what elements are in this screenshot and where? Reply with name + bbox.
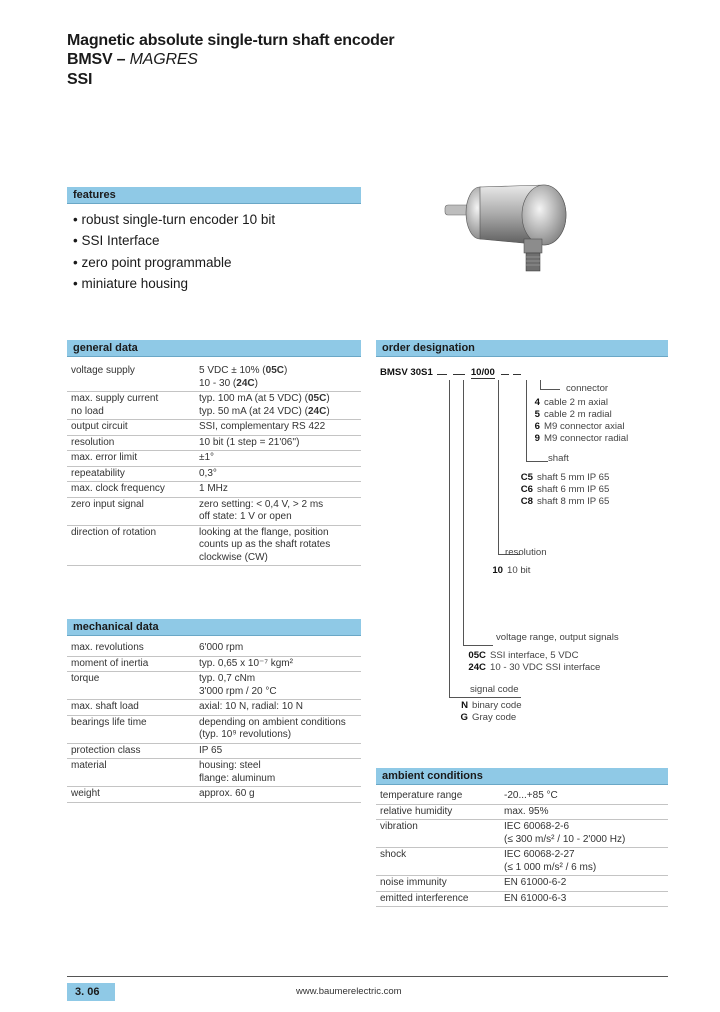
option-code: 10: [492, 565, 503, 576]
option-code: C5: [520, 472, 533, 483]
row-value: 6'000 rpm: [195, 641, 361, 656]
row-label: output circuit: [67, 420, 195, 436]
row-label: max. revolutions: [67, 641, 195, 656]
option-code: N: [461, 700, 468, 711]
signal-label: signal code: [470, 684, 519, 695]
option-code: 6: [534, 421, 540, 432]
feature-item: • zero point programmable: [73, 254, 232, 270]
table-row: [67, 787, 361, 803]
option-description: 10 bit: [507, 565, 531, 576]
option-code: C6: [520, 484, 533, 495]
option-row: [515, 472, 609, 484]
row-value: typ. 0,65 x 10⁻⁷ kgm²: [195, 656, 361, 672]
option-code: C8: [520, 496, 533, 507]
row-label: weight: [67, 787, 195, 803]
resolution-label: resolution: [505, 547, 547, 558]
feature-item: • robust single-turn encoder 10 bit: [73, 212, 276, 227]
title-line2: BMSV – MAGRES: [67, 51, 198, 68]
row-value: 10 bit (1 step = 21'06''): [195, 435, 361, 451]
option-description: shaft 6 mm IP 65: [537, 484, 610, 495]
shaft-label: shaft: [548, 453, 569, 464]
table-row: [67, 743, 361, 759]
table-row: [67, 656, 361, 672]
table-row: [376, 876, 668, 892]
ambient-conditions-heading: ambient conditions: [376, 768, 668, 785]
voltage-options: [468, 650, 600, 674]
table-row: [67, 466, 361, 482]
option-row: [450, 700, 522, 712]
row-label: resolution: [67, 435, 195, 451]
option-code: 4: [534, 397, 540, 408]
option-row: [468, 650, 600, 662]
connector-label: connector: [566, 383, 609, 394]
table-row: [376, 820, 668, 848]
page-number: 3. 06: [67, 983, 115, 1001]
table-row: [376, 848, 668, 876]
row-label: shock: [376, 848, 500, 876]
row-label: voltage supply: [67, 364, 195, 392]
row-value: 0,3°: [195, 466, 361, 482]
row-value: -20...+85 °C: [500, 789, 668, 804]
row-value: SSI, complementary RS 422: [195, 420, 361, 436]
row-label: vibration: [376, 820, 500, 848]
option-description: 10 - 30 VDC SSI interface: [490, 662, 601, 673]
general-data-table: [67, 364, 361, 566]
order-designation-heading: order designation: [376, 340, 668, 357]
shaft-options: [515, 472, 609, 508]
mechanical-data-heading: mechanical data: [67, 619, 361, 636]
option-row: [468, 662, 600, 674]
table-row: [67, 700, 361, 716]
row-value: max. 95%: [500, 804, 668, 820]
table-row: [376, 789, 668, 804]
connector-options: [522, 397, 628, 445]
table-row: [67, 435, 361, 451]
table-row: [67, 420, 361, 436]
option-description: shaft 5 mm IP 65: [537, 472, 610, 483]
row-value: axial: 10 N, radial: 10 N: [195, 700, 361, 716]
row-value: typ. 0,7 cNm 3'000 rpm / 20 °C: [195, 672, 361, 700]
option-description: cable 2 m axial: [544, 397, 608, 408]
option-code: 5: [534, 409, 540, 420]
row-label: material: [67, 759, 195, 787]
row-label: torque: [67, 672, 195, 700]
option-row: [485, 565, 530, 577]
row-label: protection class: [67, 743, 195, 759]
ambient-conditions-table: [376, 789, 668, 907]
table-row: [67, 482, 361, 498]
row-value: housing: steel flange: aluminum: [195, 759, 361, 787]
option-row: [522, 397, 628, 409]
row-label: temperature range: [376, 789, 500, 804]
row-label: direction of rotation: [67, 525, 195, 566]
row-value: EN 61000-6-3: [500, 891, 668, 907]
option-description: Gray code: [472, 712, 517, 723]
table-row: [67, 759, 361, 787]
row-label: max. shaft load: [67, 700, 195, 716]
table-row: [67, 497, 361, 525]
option-description: binary code: [472, 700, 522, 711]
row-value: 5 VDC ± 10% (05C) 10 - 30 (24C): [195, 364, 361, 392]
order-code: BMSV 30S1 10/00: [380, 367, 521, 379]
encoder-product-image: [440, 175, 580, 285]
option-description: M9 connector radial: [544, 433, 629, 444]
row-value: typ. 100 mA (at 5 VDC) (05C) typ. 50 mA (at 24 VDC) (24C): [195, 392, 361, 420]
row-label: max. supply current no load: [67, 392, 195, 420]
option-description: SSI interface, 5 VDC: [490, 650, 579, 661]
row-value: looking at the flange, position counts up as the shaft rotates clockwise (CW): [195, 525, 361, 566]
option-code: 9: [534, 433, 540, 444]
row-value: 1 MHz: [195, 482, 361, 498]
row-label: max. error limit: [67, 451, 195, 467]
row-value: IEC 60068-2-27 (≤ 1 000 m/s² / 6 ms): [500, 848, 668, 876]
option-description: shaft 8 mm IP 65: [537, 496, 610, 507]
row-label: emitted interference: [376, 891, 500, 907]
features-heading: features: [67, 187, 361, 204]
table-row: [67, 641, 361, 656]
feature-item: • SSI Interface: [73, 233, 160, 249]
row-value: ±1°: [195, 451, 361, 467]
option-description: cable 2 m radial: [544, 409, 612, 420]
row-value: EN 61000-6-2: [500, 876, 668, 892]
option-row: [522, 433, 628, 445]
table-row: [376, 891, 668, 907]
row-label: moment of inertia: [67, 656, 195, 672]
signal-options: [450, 700, 522, 724]
table-row: [67, 672, 361, 700]
table-row: [376, 804, 668, 820]
row-value: zero setting: < 0,4 V, > 2 ms off state: 1 V or open: [195, 497, 361, 525]
features-list: [73, 209, 275, 294]
option-code: 05C: [468, 650, 486, 661]
row-value: IEC 60068-2-6 (≤ 300 m/s² / 10 - 2'000 Hz): [500, 820, 668, 848]
option-row: [515, 496, 609, 508]
table-row: [67, 364, 361, 392]
option-row: [515, 484, 609, 496]
footer-rule: [67, 976, 668, 977]
row-label: max. clock frequency: [67, 482, 195, 498]
voltage-label: voltage range, output signals: [496, 632, 619, 643]
row-label: bearings life time: [67, 715, 195, 743]
option-row: [450, 712, 522, 724]
table-row: [67, 715, 361, 743]
row-label: repeatability: [67, 466, 195, 482]
option-row: [522, 409, 628, 421]
title-line3: SSI: [67, 71, 93, 88]
title-line1: Magnetic absolute single-turn shaft encoder: [67, 32, 395, 49]
feature-item: • miniature housing: [73, 275, 189, 291]
table-row: [67, 392, 361, 420]
row-value: depending on ambient conditions (typ. 10⁹ revolutions): [195, 715, 361, 743]
general-data-heading: general data: [67, 340, 361, 357]
option-code: G: [460, 712, 468, 723]
option-code: 24C: [468, 662, 486, 673]
footer-url[interactable]: www.baumerelectric.com: [296, 986, 402, 997]
row-value: IP 65: [195, 743, 361, 759]
table-row: [67, 451, 361, 467]
table-row: [67, 525, 361, 566]
option-row: [522, 421, 628, 433]
mechanical-data-table: [67, 641, 361, 803]
row-value: approx. 60 g: [195, 787, 361, 803]
row-label: noise immunity: [376, 876, 500, 892]
option-description: M9 connector axial: [544, 421, 625, 432]
row-label: relative humidity: [376, 804, 500, 820]
row-label: zero input signal: [67, 497, 195, 525]
resolution-options: [485, 565, 530, 577]
